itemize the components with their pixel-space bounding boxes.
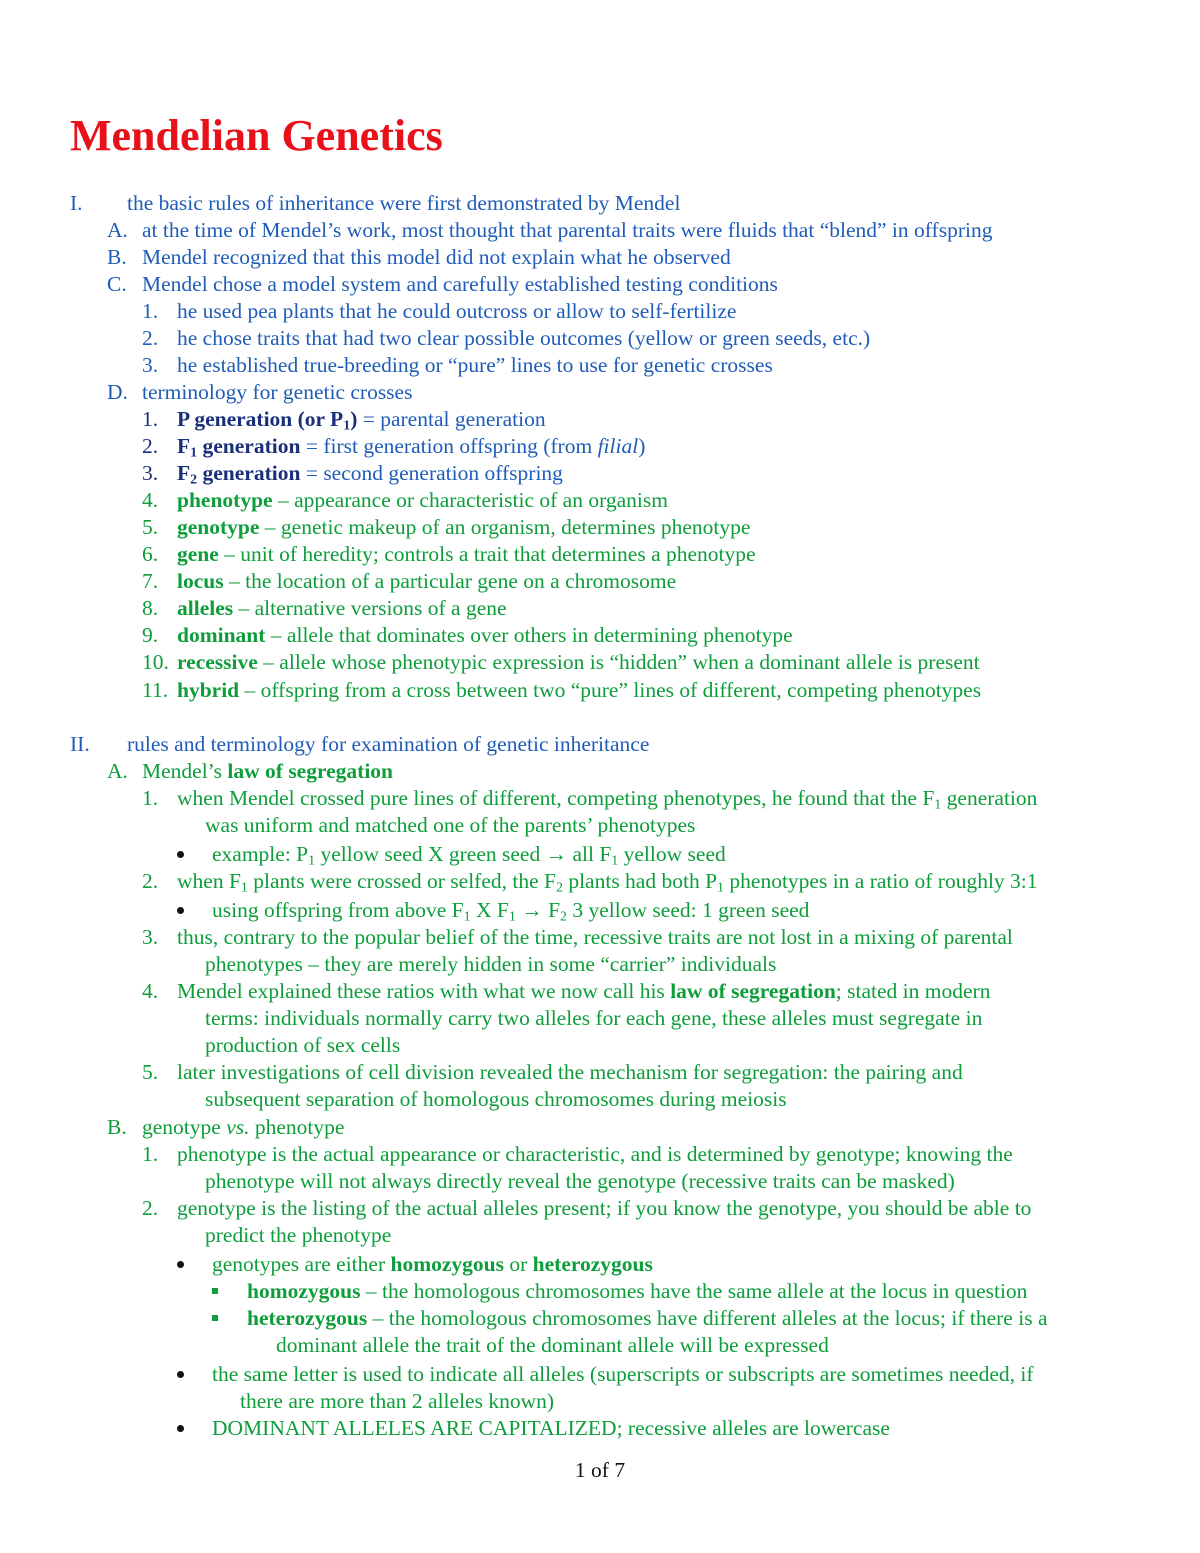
item-ii-b-2-cont: predict the phenotype [205, 1223, 392, 1247]
item-text: terminology for genetic crosses [142, 380, 413, 404]
item-ii-a-4-cont2: production of sex cells [205, 1033, 401, 1057]
document-page: Mendelian Genetics I. the basic rules of inheritance were first demonstrated by Mendel A. at the time of Mendel’s work, most thought that parental traits were fluids that “blend” in offspring B. Mendel recognized that this model did not explain what he observed C. Mendel chose a model system and carefully established testing conditions 1. he used pea plants that he could outcross or allow to self-fertilize 2. he chose traits that had two clear possible outcomes (yellow or green seeds, etc.) 3. he established true-breeding or “pure” lines to use for genetic crosses D. terminology for genetic crosses 1. P generation (or $P_1$) = parental generation 2. $F_1$ generation = first generation offspring (from filial) 3. $F_2$ generation = second generation offspring 4. phenotype – appearance or characteristic of an organism 5. genotype – genetic makeup of an organism, determines phenotype 6. gene – unit of heredity; controls a trait that determines a phenotype 7. locus – the location of a particular gene on a chromosome 8. alleles – alternative versions of a gene 9. dominant – allele that dominates over others in determining phenotype 10. recessive – allele whose phenotypic expression is “hidden” when a dominant allele is present 11. hybrid – offspring from a cross between two “pure” lines of different, competing phenotypes II. rules and terminology for examination of genetic inheritance A. Mendel’s law of segregation 1. when Mendel crossed pure lines of different, competing phenotypes, he found that the $F_1$ generation was uniform and matched one of the parents’ phenotypes example: $P_1$ yellow seed X green seed → all $F_1$ yellow seed 2. when $F_1$ plants were crossed or selfed, the $F_2$ plants had both $P_1$ phenotypes in a ratio of roughly 3:1 using offspring from above $F_1$ X $F_1 \to F_2$ 3 yellow seed: 1 green seed 3. thus, contrary to the popular belief of the time, recessive traits are not lost in a mixing of parental phenotypes – they are merely hidden in some “carrier” individuals 4. Mendel explained these ratios with what we now call his law of segregation; stated in modern terms: individuals normally carry two alleles for each gene, these alleles must segregate in production of sex cells 5. later investigations of cell division revealed the mechanism for segregation: the pairing and subsequent separation of homologous chromosomes during meiosis B. genotype vs. phenotype 1. phenotype is the actual appearance or characteristic, and is determined by genotype; knowing the phenotype will not always directly reveal the genotype (recessive traits can be masked) 2. genotype is the listing of the actual alleles present; if you know the genotype, you should be able to predict the phenotype genotypes are either homozygous or heterozygous homozygous – the homologous chromosomes have the same allele at the locus in question heterozygous – the homologous chromosomes have different alleles at the locus; if there is a dominant allele the trait of the dominant allele will be expressed the same letter is used to indicate all alleles (superscripts or subscripts are sometimes needed, if there are more than 2 alleles known) DOMINANT ALLELES ARE CAPITALIZED; recessive alleles are lowercase 1 of 7 [0, 0, 1200, 1553]
bullet-dot [177, 1261, 184, 1268]
bullet-dot [177, 1371, 184, 1378]
item-ii-a-3-cont: phenotypes – they are merely hidden in some “carrier” individuals [205, 952, 777, 976]
item-text: Mendel recognized that this model did not explain what he observed [142, 245, 731, 269]
item-marker: B. [107, 245, 127, 269]
bullet-square [212, 1315, 218, 1321]
item-marker: D. [107, 380, 128, 404]
page-title: Mendelian Genetics [70, 111, 443, 160]
item-marker: A. [107, 218, 128, 242]
arrow-icon: → [515, 898, 549, 922]
item-marker: C. [107, 272, 127, 296]
bullet-same-letter-cont: there are more than 2 alleles known) [240, 1389, 555, 1413]
bullet-dot [177, 851, 184, 858]
item-ii-a-4-cont: terms: individuals normally carry two alleles for each gene, these alleles must segregate in [205, 1006, 983, 1030]
item-ii-a-5-cont: subsequent separation of homologous chromosomes during meiosis [205, 1087, 787, 1111]
section-ii-number: II. [70, 732, 90, 756]
bullet-dot [177, 907, 184, 914]
item-text: he established true-breeding or “pure” lines to use for genetic crosses [177, 353, 773, 377]
item-text: he used pea plants that he could outcross or allow to self-fertilize [177, 299, 737, 323]
item-ii-b-1-cont: phenotype will not always directly reveal the genotype (recessive traits can be masked) [205, 1169, 955, 1193]
item-text: Mendel chose a model system and carefully established testing conditions [142, 272, 778, 296]
section-ii-text: rules and terminology for examination of genetic inheritance [127, 732, 650, 756]
item-ii-a-1-cont: was uniform and matched one of the parents’ phenotypes [205, 813, 696, 837]
page-number: 1 of 7 [574, 1458, 626, 1482]
sub-bullet-heterozygous-cont: dominant allele the trait of the dominant allele will be expressed [276, 1333, 829, 1357]
arrow-icon: → [545, 842, 568, 866]
section-i-text: the basic rules of inheritance were first demonstrated by Mendel [127, 191, 681, 215]
section-i-number: I. [70, 191, 83, 215]
item-text: he chose traits that had two clear possible outcomes (yellow or green seeds, etc.) [177, 326, 871, 350]
item-text: at the time of Mendel’s work, most thought that parental traits were fluids that “blend” in offspring [142, 218, 993, 242]
bullet-dot [177, 1425, 184, 1432]
bullet-square [212, 1288, 218, 1294]
